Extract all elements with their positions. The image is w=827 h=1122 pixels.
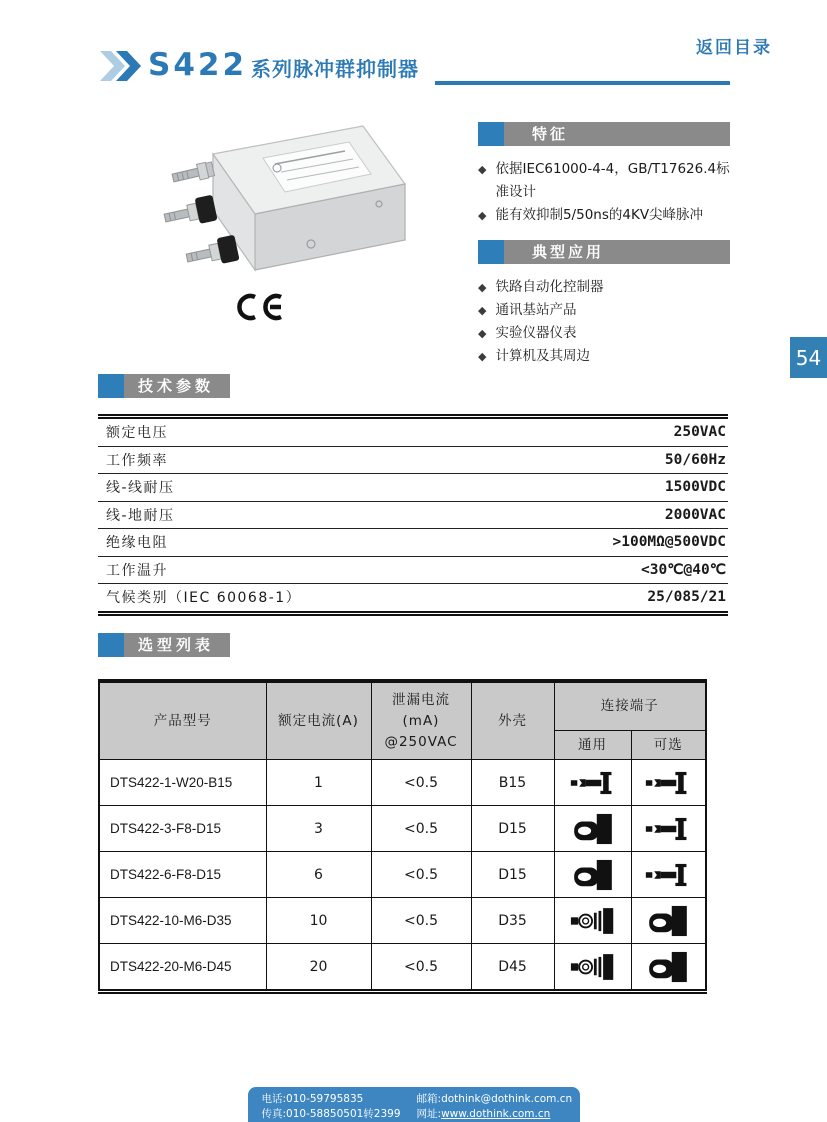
tech-param-row — [98, 419, 728, 447]
double-chevron-icon — [100, 51, 144, 81]
case-cell: D45 — [471, 944, 554, 992]
bullet-item — [478, 204, 730, 227]
stud-terminal-icon — [570, 953, 616, 981]
selection-header — [98, 633, 230, 657]
product-photo — [135, 112, 420, 312]
optional-terminal-cell — [631, 898, 706, 944]
tech-param-row — [98, 529, 728, 557]
bullet-text: 能有效抑制5/50ns的4KV尖峰脉冲 — [495, 207, 704, 223]
tech-param-row — [98, 557, 728, 585]
footer-right-column — [417, 1091, 573, 1122]
diamond-bullet-icon: ◆ — [478, 209, 487, 222]
bullet-text: 通讯基站产品 — [495, 302, 577, 318]
leakage-cell: <0.5 — [371, 760, 471, 806]
wire-terminal-icon — [644, 817, 692, 841]
leakage-line1: 泄漏电流 — [392, 691, 450, 708]
leakage-cell: <0.5 — [371, 898, 471, 944]
phone-number: 电话:010-59795835 — [261, 1092, 364, 1105]
email-address: 邮箱:dothink@dothink.com.cn — [416, 1092, 573, 1105]
common-terminal-cell — [554, 944, 631, 992]
tech-params-header — [98, 374, 230, 398]
features-list — [478, 158, 730, 227]
applications-section — [478, 240, 730, 368]
tech-param-value: 25/085/21 — [647, 589, 726, 606]
tech-param-value: 2000VAC — [664, 506, 726, 523]
case-cell: D35 — [471, 898, 554, 944]
bullet-text: 实验仪器仪表 — [495, 325, 577, 341]
current-cell: 20 — [266, 944, 371, 992]
selection-table-row — [99, 806, 706, 852]
selection-table — [98, 679, 707, 994]
tech-param-value: >100MΩ@500VDC — [612, 534, 726, 551]
bullet-item — [478, 276, 730, 299]
bullet-item — [478, 322, 730, 345]
optional-terminal-cell — [631, 806, 706, 852]
tech-param-label: 工作温升 — [106, 562, 168, 579]
applications-title: 典型应用 — [504, 240, 730, 264]
blue-square-icon — [98, 374, 124, 398]
header-divider — [435, 81, 730, 85]
current-cell: 1 — [266, 760, 371, 806]
blue-square-icon — [478, 122, 504, 146]
tech-param-label: 气候类别（IEC 60068-1） — [106, 590, 302, 607]
tech-param-row — [98, 584, 728, 611]
tech-param-label: 工作频率 — [106, 452, 168, 469]
current-cell: 6 — [266, 852, 371, 898]
col-header-case: 外壳 — [471, 681, 554, 760]
series-title-suffix: 系列脉冲群抑制器 — [251, 57, 420, 81]
blue-square-icon — [478, 240, 504, 264]
model-cell: DTS422-6-F8-D15 — [99, 852, 266, 898]
diamond-bullet-icon: ◆ — [478, 350, 487, 363]
col-header-common: 通用 — [554, 731, 631, 760]
common-terminal-cell — [554, 760, 631, 806]
tech-param-row — [98, 447, 728, 475]
tech-param-row — [98, 502, 728, 530]
selection-table-body — [99, 760, 706, 992]
common-terminal-cell — [554, 806, 631, 852]
selection-table-row — [99, 944, 706, 992]
bullet-text: 计算机及其周边 — [495, 348, 590, 364]
col-header-leakage — [371, 681, 471, 760]
common-terminal-cell — [554, 852, 631, 898]
diamond-bullet-icon: ◆ — [478, 304, 487, 317]
model-cell: DTS422-3-F8-D15 — [99, 806, 266, 852]
website-link[interactable]: www.dothink.com.cn — [441, 1108, 551, 1121]
col-header-model: 产品型号 — [99, 681, 266, 760]
bullet-item — [478, 345, 730, 368]
features-title: 特征 — [504, 122, 730, 146]
tech-param-label: 线-线耐压 — [106, 480, 175, 497]
common-terminal-cell — [554, 898, 631, 944]
tech-param-label: 额定电压 — [106, 425, 168, 442]
case-cell: D15 — [471, 806, 554, 852]
wire-terminal-icon — [644, 771, 692, 795]
website-line — [417, 1107, 573, 1121]
selection-table-row — [99, 852, 706, 898]
case-cell: D15 — [471, 852, 554, 898]
leakage-cell: <0.5 — [371, 944, 471, 992]
page-number-badge: 54 — [790, 337, 827, 378]
col-header-current: 额定电流(A) — [266, 681, 371, 760]
selection-title: 选型列表 — [124, 633, 230, 657]
bullet-text: 依据IEC61000-4-4，GB/T17626.4标准设计 — [495, 161, 730, 200]
faston-terminal-icon — [647, 905, 689, 937]
applications-list — [478, 276, 730, 368]
bullet-item — [478, 299, 730, 322]
blue-square-icon — [98, 633, 124, 657]
optional-terminal-cell — [631, 760, 706, 806]
footer-left-column — [262, 1091, 401, 1122]
optional-terminal-cell — [631, 852, 706, 898]
features-header — [478, 122, 730, 146]
selection-table-head — [99, 681, 706, 760]
wire-terminal-icon — [569, 771, 617, 795]
bullet-item — [478, 158, 730, 204]
tech-params-table — [98, 414, 728, 616]
leakage-cell: <0.5 — [371, 852, 471, 898]
selection-table-row — [99, 898, 706, 944]
tech-param-value: <30℃@40℃ — [641, 561, 726, 578]
tech-param-label: 绝缘电阻 — [106, 535, 168, 552]
tech-param-row — [98, 474, 728, 502]
col-header-terminals: 连接端子 — [554, 681, 706, 731]
model-cell: DTS422-1-W20-B15 — [99, 760, 266, 806]
wire-terminal-icon — [644, 863, 692, 887]
current-cell: 3 — [266, 806, 371, 852]
model-cell: DTS422-20-M6-D45 — [99, 944, 266, 992]
back-to-catalog-link[interactable]: 返回目录 — [696, 38, 772, 58]
tech-param-label: 线-地耐压 — [106, 507, 175, 524]
stud-terminal-icon — [570, 907, 616, 935]
faston-terminal-icon — [572, 813, 614, 845]
leakage-line3: @250VAC — [384, 733, 458, 750]
contact-footer — [248, 1087, 580, 1122]
optional-terminal-cell — [631, 944, 706, 992]
tech-param-value: 1500VDC — [664, 479, 726, 496]
bullet-text: 铁路自动化控制器 — [495, 279, 604, 295]
series-name: S422 — [148, 47, 248, 83]
case-cell: B15 — [471, 760, 554, 806]
ce-mark-icon — [232, 292, 286, 322]
applications-header — [478, 240, 730, 264]
faston-terminal-icon — [647, 951, 689, 983]
website-label: 网址: — [416, 1108, 442, 1121]
model-cell: DTS422-10-M6-D35 — [99, 898, 266, 944]
page-title — [100, 47, 420, 83]
faston-terminal-icon — [572, 859, 614, 891]
diamond-bullet-icon: ◆ — [478, 281, 487, 294]
diamond-bullet-icon: ◆ — [478, 163, 487, 176]
tech-params-title: 技术参数 — [124, 374, 230, 398]
current-cell: 10 — [266, 898, 371, 944]
leakage-line2: (mA) — [402, 712, 440, 729]
selection-table-row — [99, 760, 706, 806]
features-section — [478, 122, 730, 227]
leakage-cell: <0.5 — [371, 806, 471, 852]
tech-param-value: 50/60Hz — [664, 451, 726, 468]
fax-number: 传真:010-58850501转2399 — [261, 1108, 401, 1121]
col-header-optional: 可选 — [631, 731, 706, 760]
diamond-bullet-icon: ◆ — [478, 327, 487, 340]
tech-param-value: 250VAC — [673, 424, 726, 441]
